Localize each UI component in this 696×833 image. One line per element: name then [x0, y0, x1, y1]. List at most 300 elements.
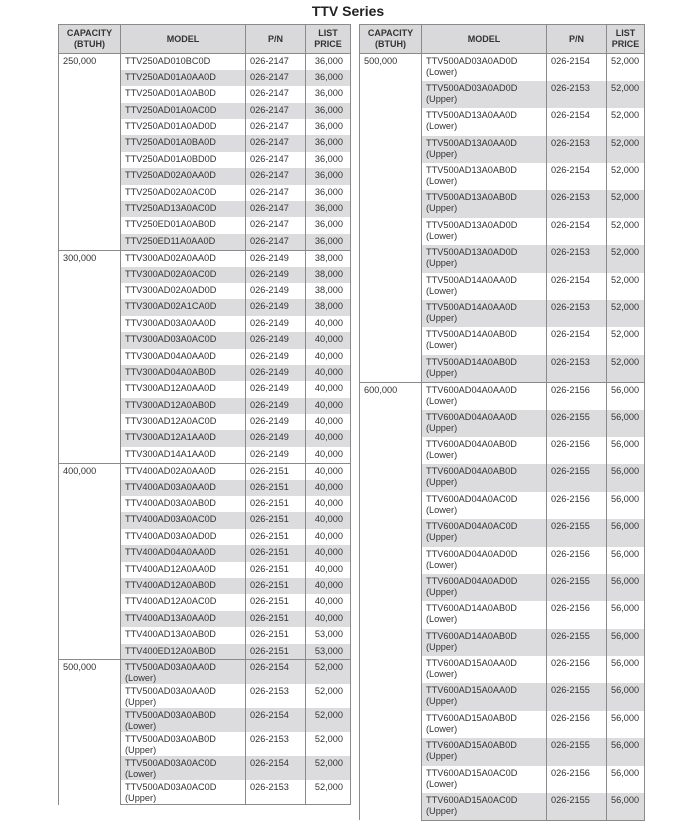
model-cell	[121, 201, 246, 217]
model-number: TTV300AD02A0AA0D	[125, 252, 216, 263]
model-cell	[121, 708, 246, 732]
list-price-cell: 36,000	[306, 201, 351, 217]
model-position: (Upper)	[426, 806, 458, 817]
model-cell	[422, 492, 547, 519]
part-number-cell: 026-2156	[547, 656, 607, 683]
header-pn: P/N	[246, 25, 306, 54]
part-number-cell: 026-2151	[246, 594, 306, 610]
list-price-cell: 40,000	[306, 349, 351, 365]
part-number-cell: 026-2149	[246, 381, 306, 397]
model-number: TTV250ED11A0AA0D	[125, 235, 216, 246]
model-number: TTV250AD01A0BD0D	[125, 153, 217, 164]
list-price-cell: 36,000	[306, 70, 351, 86]
list-price-cell: 56,000	[607, 683, 645, 710]
list-price-cell: 40,000	[306, 529, 351, 545]
model-number: TTV500AD03A0AB0D	[125, 710, 216, 721]
model-number: TTV500AD14A0AA0D	[426, 274, 517, 285]
header-list-price: LIST PRICE	[306, 25, 351, 54]
model-cell	[422, 547, 547, 574]
model-number: TTV250AD01A0AB0D	[125, 88, 216, 99]
model-number: TTV250AD02A0AA0D	[125, 170, 216, 181]
page-title: TTV Series	[311, 3, 385, 19]
model-position: (Upper)	[426, 586, 458, 597]
model-number: TTV300AD03A0AA0D	[125, 317, 216, 328]
header-capacity: CAPACITY (BTUH)	[59, 25, 121, 54]
model-number: TTV500AD13A0AB0D	[426, 165, 517, 176]
part-number-cell: 026-2147	[246, 168, 306, 184]
model-number: TTV400AD03A0AC0D	[125, 514, 217, 525]
part-number-cell: 026-2153	[547, 300, 607, 327]
list-price-cell: 38,000	[306, 299, 351, 315]
list-price-cell: 40,000	[306, 398, 351, 414]
capacity-cell: 400,000	[59, 463, 121, 660]
part-number-cell: 026-2153	[547, 136, 607, 163]
part-number-cell: 026-2154	[547, 327, 607, 354]
table-row	[59, 250, 351, 266]
model-number: TTV600AD04A0AA0D	[426, 411, 517, 422]
model-cell	[121, 644, 246, 660]
model-cell	[121, 86, 246, 102]
model-cell	[422, 683, 547, 710]
list-price-cell: 38,000	[306, 283, 351, 299]
model-cell	[422, 108, 547, 135]
list-price-cell: 56,000	[607, 766, 645, 793]
model-cell	[121, 529, 246, 545]
model-number: TTV600AD15A0AA0D	[426, 685, 517, 696]
part-number-cell: 026-2149	[246, 365, 306, 381]
model-cell	[422, 766, 547, 793]
list-price-cell: 56,000	[607, 656, 645, 683]
part-number-cell: 026-2156	[547, 437, 607, 464]
model-position: (Lower)	[426, 340, 458, 351]
part-number-cell: 026-2155	[547, 410, 607, 437]
part-number-cell: 026-2155	[547, 519, 607, 546]
list-price-cell: 40,000	[306, 447, 351, 463]
model-number: TTV300AD03A0AC0D	[125, 334, 217, 345]
model-cell	[121, 234, 246, 250]
model-number: TTV400AD03A0AA0D	[125, 481, 216, 492]
model-cell	[422, 218, 547, 245]
part-number-cell: 026-2151	[246, 644, 306, 660]
table-row	[59, 54, 351, 70]
list-price-cell: 52,000	[607, 190, 645, 217]
model-number: TTV500AD13A0AD0D	[426, 247, 518, 258]
model-number: TTV600AD15A0AB0D	[426, 712, 517, 723]
model-cell	[121, 594, 246, 610]
model-cell	[121, 512, 246, 528]
part-number-cell: 026-2151	[246, 496, 306, 512]
part-number-cell: 026-2153	[547, 245, 607, 272]
list-price-cell: 56,000	[607, 492, 645, 519]
list-price-cell: 56,000	[607, 519, 645, 546]
model-cell	[121, 381, 246, 397]
part-number-cell: 026-2147	[246, 86, 306, 102]
model-cell	[121, 283, 246, 299]
list-price-cell: 56,000	[607, 437, 645, 464]
list-price-cell: 56,000	[607, 711, 645, 738]
model-number: TTV250AD13A0AC0D	[125, 203, 217, 214]
part-number-cell: 026-2147	[246, 135, 306, 151]
part-number-cell: 026-2154	[246, 660, 306, 685]
list-price-cell: 52,000	[607, 327, 645, 354]
model-cell	[121, 365, 246, 381]
part-number-cell: 026-2149	[246, 332, 306, 348]
model-cell	[121, 398, 246, 414]
model-number: TTV250AD01A0AD0D	[125, 121, 217, 132]
list-price-cell: 40,000	[306, 414, 351, 430]
model-number: TTV300AD02A0AC0D	[125, 268, 217, 279]
list-price-cell: 40,000	[306, 512, 351, 528]
list-price-cell: 56,000	[607, 738, 645, 765]
model-cell	[121, 545, 246, 561]
model-number: TTV500AD03A0AC0D	[125, 782, 217, 793]
model-number: TTV400AD02A0AA0D	[125, 465, 216, 476]
model-cell	[422, 574, 547, 601]
model-number: TTV600AD04A0AA0D	[426, 384, 517, 395]
model-cell	[121, 496, 246, 512]
model-cell	[121, 349, 246, 365]
model-number: TTV600AD04A0AD0D	[426, 575, 518, 586]
model-number: TTV600AD15A0AB0D	[426, 740, 517, 751]
part-number-cell: 026-2153	[246, 732, 306, 756]
model-cell	[422, 190, 547, 217]
model-cell	[422, 601, 547, 628]
model-position: (Lower)	[426, 504, 458, 515]
part-number-cell: 026-2154	[246, 756, 306, 780]
list-price-cell: 56,000	[607, 547, 645, 574]
model-number: TTV500AD13A0AA0D	[426, 110, 517, 121]
model-position: (Upper)	[426, 93, 458, 104]
model-number: TTV250AD02A0AC0D	[125, 186, 217, 197]
model-cell	[422, 711, 547, 738]
part-number-cell: 026-2155	[547, 738, 607, 765]
part-number-cell: 026-2153	[547, 355, 607, 382]
model-number: TTV400AD13A0AA0D	[125, 612, 216, 623]
model-number: TTV500AD03A0AD0D	[426, 56, 518, 66]
part-number-cell: 026-2156	[547, 547, 607, 574]
part-number-cell: 026-2149	[246, 267, 306, 283]
list-price-cell: 40,000	[306, 332, 351, 348]
part-number-cell: 026-2151	[246, 627, 306, 643]
model-number: TTV400AD12A0AB0D	[125, 580, 216, 590]
model-position: (Upper)	[426, 313, 458, 324]
list-price-cell: 40,000	[306, 562, 351, 578]
model-cell	[121, 684, 246, 708]
model-cell	[121, 480, 246, 496]
model-number: TTV600AD14A0AB0D	[426, 603, 517, 614]
list-price-cell: 40,000	[306, 430, 351, 446]
list-price-cell: 52,000	[607, 218, 645, 245]
table-header	[59, 25, 351, 54]
model-number: TTV400AD03A0AD0D	[125, 530, 217, 541]
model-cell	[121, 217, 246, 233]
model-cell	[121, 267, 246, 283]
list-price-cell: 52,000	[306, 684, 351, 708]
table-row	[59, 660, 351, 685]
part-number-cell: 026-2154	[547, 54, 607, 81]
part-number-cell: 026-2153	[246, 684, 306, 708]
model-number: TTV500AD03A0AB0D	[125, 734, 216, 745]
model-position: (Lower)	[426, 67, 458, 77]
model-number: TTV600AD14A0AB0D	[426, 630, 517, 641]
part-number-cell: 026-2149	[246, 447, 306, 463]
model-position: (Upper)	[426, 258, 458, 269]
list-price-cell: 56,000	[607, 382, 645, 409]
part-number-cell: 026-2149	[246, 283, 306, 299]
price-table-right	[359, 24, 645, 821]
part-number-cell: 026-2155	[547, 574, 607, 601]
list-price-cell: 52,000	[306, 732, 351, 756]
model-number: TTV500AD03A0AD0D	[426, 82, 518, 93]
part-number-cell: 026-2151	[246, 512, 306, 528]
model-cell	[121, 119, 246, 135]
model-cell	[422, 245, 547, 272]
list-price-cell: 40,000	[306, 381, 351, 397]
model-number: TTV300AD02A0AD0D	[125, 284, 217, 295]
part-number-cell: 026-2149	[246, 414, 306, 430]
list-price-cell: 40,000	[306, 480, 351, 496]
model-cell	[422, 54, 547, 81]
model-number: TTV600AD04A0AB0D	[426, 466, 517, 477]
model-number: TTV250AD01A0AA0D	[125, 71, 216, 82]
model-number: TTV250ED01A0AB0D	[125, 219, 216, 230]
part-number-cell: 026-2155	[547, 464, 607, 491]
list-price-cell: 36,000	[306, 135, 351, 151]
header-model: MODEL	[422, 25, 547, 54]
model-position: (Lower)	[426, 669, 458, 680]
model-cell	[121, 332, 246, 348]
model-number: TTV400AD04A0AA0D	[125, 547, 216, 558]
part-number-cell: 026-2153	[547, 81, 607, 108]
model-position: (Upper)	[426, 532, 458, 543]
model-number: TTV300AD12A0AB0D	[125, 399, 216, 410]
model-position: (Upper)	[426, 148, 458, 159]
list-price-cell: 52,000	[607, 136, 645, 163]
model-position: (Lower)	[426, 121, 458, 132]
model-number: TTV300AD12A0AA0D	[125, 383, 216, 394]
model-cell	[121, 414, 246, 430]
model-number: TTV600AD15A0AC0D	[426, 795, 518, 806]
model-position: (Upper)	[426, 751, 458, 762]
model-cell	[121, 299, 246, 315]
model-position: (Upper)	[426, 422, 458, 433]
part-number-cell: 026-2154	[547, 273, 607, 300]
table-header	[360, 25, 645, 54]
model-cell	[422, 300, 547, 327]
part-number-cell: 026-2149	[246, 316, 306, 332]
model-cell	[422, 327, 547, 354]
list-price-cell: 40,000	[306, 496, 351, 512]
model-cell	[422, 793, 547, 820]
part-number-cell: 026-2147	[246, 185, 306, 201]
part-number-cell: 026-2156	[547, 601, 607, 628]
model-position: (Upper)	[125, 793, 157, 804]
list-price-cell: 52,000	[607, 81, 645, 108]
part-number-cell: 026-2147	[246, 234, 306, 250]
model-position: (Lower)	[426, 176, 458, 187]
part-number-cell: 026-2151	[246, 611, 306, 627]
model-cell	[422, 464, 547, 491]
price-table-left	[58, 24, 351, 805]
list-price-cell: 40,000	[306, 594, 351, 610]
part-number-cell: 026-2147	[246, 70, 306, 86]
model-cell	[121, 756, 246, 780]
model-position: (Lower)	[426, 395, 458, 406]
model-position: (Lower)	[125, 721, 157, 732]
model-position: (Lower)	[426, 559, 458, 570]
part-number-cell: 026-2147	[246, 103, 306, 119]
list-price-cell: 52,000	[607, 355, 645, 382]
list-price-cell: 38,000	[306, 267, 351, 283]
model-number: TTV400AD12A0AA0D	[125, 563, 216, 574]
model-number: TTV500AD13A0AA0D	[426, 137, 517, 148]
part-number-cell: 026-2156	[547, 766, 607, 793]
model-number: TTV400AD03A0AB0D	[125, 498, 216, 509]
model-number: TTV500AD13A0AD0D	[426, 219, 518, 230]
model-cell	[422, 136, 547, 163]
list-price-cell: 56,000	[607, 410, 645, 437]
model-position: (Upper)	[426, 696, 458, 707]
capacity-cell: 500,000	[360, 54, 422, 383]
table-row	[59, 463, 351, 479]
model-cell	[422, 410, 547, 437]
list-price-cell: 40,000	[306, 545, 351, 561]
list-price-cell: 36,000	[306, 185, 351, 201]
list-price-cell: 40,000	[306, 463, 351, 479]
model-number: TTV500AD14A0AB0D	[426, 356, 517, 367]
model-position: (Lower)	[125, 673, 157, 684]
model-number: TTV600AD15A0AC0D	[426, 767, 518, 778]
model-cell	[121, 660, 246, 685]
model-cell	[121, 168, 246, 184]
part-number-cell: 026-2147	[246, 119, 306, 135]
model-number: TTV300AD12A1AA0D	[125, 432, 216, 443]
part-number-cell: 026-2149	[246, 299, 306, 315]
model-cell	[121, 70, 246, 86]
model-number: TTV250AD01A0BA0D	[125, 137, 216, 148]
list-price-cell: 52,000	[607, 273, 645, 300]
model-cell	[121, 250, 246, 266]
model-position: (Upper)	[426, 641, 458, 652]
model-cell	[422, 382, 547, 409]
list-price-cell: 38,000	[306, 250, 351, 266]
part-number-cell: 026-2155	[547, 629, 607, 656]
model-cell	[121, 627, 246, 643]
capacity-cell: 600,000	[360, 382, 422, 820]
model-cell	[422, 656, 547, 683]
header-pn: P/N	[547, 25, 607, 54]
list-price-cell: 36,000	[306, 86, 351, 102]
model-number: TTV250AD01A0AC0D	[125, 104, 217, 115]
model-number: TTV250AD010BC0D	[125, 56, 211, 66]
part-number-cell: 026-2154	[547, 218, 607, 245]
list-price-cell: 36,000	[306, 168, 351, 184]
part-number-cell: 026-2155	[547, 793, 607, 820]
list-price-cell: 53,000	[306, 627, 351, 643]
model-cell	[121, 578, 246, 594]
part-number-cell: 026-2153	[547, 190, 607, 217]
part-number-cell: 026-2147	[246, 152, 306, 168]
capacity-cell: 500,000	[59, 660, 121, 805]
model-number: TTV600AD15A0AA0D	[426, 658, 517, 669]
model-number: TTV500AD14A0AA0D	[426, 302, 517, 313]
model-cell	[121, 135, 246, 151]
part-number-cell: 026-2151	[246, 480, 306, 496]
model-cell	[121, 562, 246, 578]
list-price-cell: 40,000	[306, 611, 351, 627]
list-price-cell: 52,000	[607, 54, 645, 81]
model-position: (Lower)	[426, 723, 458, 734]
model-position: (Lower)	[426, 285, 458, 296]
model-position: (Lower)	[125, 769, 157, 780]
model-number: TTV600AD04A0AC0D	[426, 521, 518, 532]
model-position: (Lower)	[426, 449, 458, 460]
model-position: (Lower)	[426, 778, 458, 789]
part-number-cell: 026-2147	[246, 201, 306, 217]
list-price-cell: 52,000	[306, 708, 351, 732]
model-position: (Upper)	[426, 203, 458, 214]
list-price-cell: 40,000	[306, 365, 351, 381]
model-cell	[121, 463, 246, 479]
list-price-cell: 56,000	[607, 629, 645, 656]
model-number: TTV300AD02A1CA0D	[125, 301, 217, 312]
part-number-cell: 026-2156	[547, 711, 607, 738]
capacity-cell: 300,000	[59, 250, 121, 463]
model-number: TTV300AD14A1AA0D	[125, 448, 216, 459]
part-number-cell: 026-2151	[246, 545, 306, 561]
model-cell	[121, 430, 246, 446]
model-number: TTV500AD14A0AB0D	[426, 329, 517, 340]
model-number: TTV500AD03A0AA0D	[125, 662, 216, 673]
model-position: (Upper)	[125, 697, 157, 708]
model-cell	[422, 273, 547, 300]
model-position: (Lower)	[426, 230, 458, 241]
list-price-cell: 52,000	[607, 245, 645, 272]
model-cell	[121, 780, 246, 805]
list-price-cell: 52,000	[306, 780, 351, 805]
list-price-cell: 36,000	[306, 119, 351, 135]
model-cell	[121, 185, 246, 201]
model-cell	[422, 437, 547, 464]
model-number: TTV300AD04A0AA0D	[125, 350, 216, 361]
model-cell	[422, 355, 547, 382]
model-position: (Upper)	[125, 745, 157, 756]
list-price-cell: 56,000	[607, 601, 645, 628]
model-number: TTV300AD12A0AC0D	[125, 416, 217, 427]
table-row	[360, 382, 645, 409]
model-number: TTV500AD03A0AA0D	[125, 686, 216, 697]
list-price-cell: 36,000	[306, 217, 351, 233]
model-position: (Lower)	[426, 614, 458, 625]
list-price-cell: 36,000	[306, 152, 351, 168]
table-row	[360, 54, 645, 81]
model-cell	[121, 611, 246, 627]
list-price-cell: 36,000	[306, 54, 351, 70]
model-cell	[121, 54, 246, 70]
list-price-cell: 40,000	[306, 578, 351, 594]
list-price-cell: 53,000	[306, 644, 351, 660]
part-number-cell: 026-2147	[246, 54, 306, 70]
model-cell	[422, 519, 547, 546]
model-cell	[121, 152, 246, 168]
part-number-cell: 026-2154	[547, 108, 607, 135]
list-price-cell: 52,000	[607, 300, 645, 327]
header-capacity: CAPACITY (BTUH)	[360, 25, 422, 54]
model-number: TTV400ED12A0AB0D	[125, 645, 216, 656]
model-cell	[121, 103, 246, 119]
list-price-cell: 36,000	[306, 234, 351, 250]
part-number-cell: 026-2149	[246, 398, 306, 414]
